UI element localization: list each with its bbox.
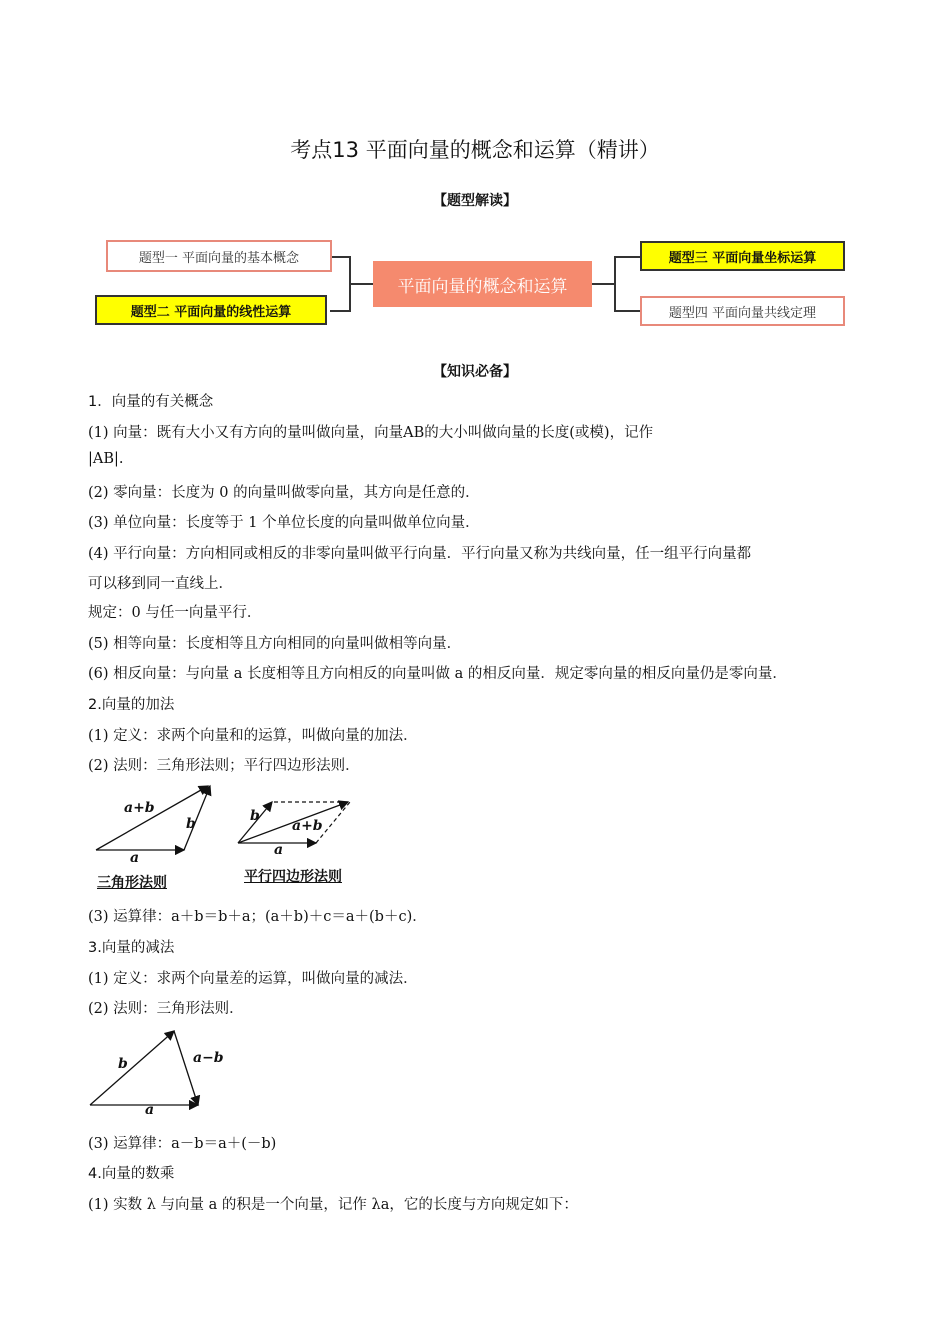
label-a-minus-b: a−b <box>193 1050 224 1066</box>
label-a: a <box>274 842 284 858</box>
label-b: b <box>250 808 260 824</box>
text-subtraction-def: (1) 定义：求两个向量差的运算，叫做向量的减法． <box>88 971 418 987</box>
mindmap-type-4: 题型四 平面向量共线定理 <box>640 296 845 326</box>
section-heading-knowledge: 【知识必备】 <box>433 364 517 380</box>
caption-parallelogram-rule: 平行四边形法则 <box>244 869 342 885</box>
text-equal-vector: (5) 相等向量：长度相等且方向相同的向量叫做相等向量． <box>88 636 462 652</box>
text-subtraction-laws: (3) 运算律：a－b＝a＋(－b) <box>88 1136 277 1152</box>
label-a: a <box>145 1102 155 1118</box>
label-b: b <box>186 816 196 832</box>
text-parallel-vector-cont: 可以移到同一直线上． <box>88 576 233 592</box>
subtraction-triangle-figure <box>84 1025 214 1110</box>
page-title: 考点13 平面向量的概念和运算（精讲） <box>290 138 660 162</box>
text-opposite-vector: (6) 相反向量：与向量 a 长度相等且方向相反的向量叫做 a 的相反向量．规定零向量的相反向量仍是零向量． <box>88 666 787 682</box>
mindmap-center: 平面向量的概念和运算 <box>373 261 592 307</box>
label-a-plus-b: a+b <box>292 818 323 834</box>
heading-vector-addition: 2.向量的加法 <box>88 697 175 713</box>
vector-b-arrow <box>90 1031 174 1105</box>
heading-vector-concepts: 1．向量的有关概念 <box>88 394 214 410</box>
triangle-rule-figure <box>88 780 228 865</box>
text-addition-laws: (3) 运算律：a＋b＝b＋a；(a＋b)＋c＝a＋(b＋c)． <box>88 909 427 925</box>
mindmap-type-3: 题型三 平面向量坐标运算 <box>640 241 845 271</box>
label-b: b <box>118 1056 128 1072</box>
heading-vector-subtraction: 3.向量的减法 <box>88 940 175 956</box>
text-addition-def: (1) 定义：求两个向量和的运算，叫做向量的加法． <box>88 728 418 744</box>
label-a-plus-b: a+b <box>124 800 155 816</box>
text-zero-vector: (2) 零向量：长度为 0 的向量叫做零向量，其方向是任意的． <box>88 485 480 501</box>
mindmap-type-1: 题型一 平面向量的基本概念 <box>106 240 332 272</box>
label-a: a <box>130 850 140 866</box>
vector-difference-arrow <box>174 1031 198 1105</box>
caption-triangle-rule: 三角形法则 <box>97 875 167 891</box>
heading-scalar-multiplication: 4.向量的数乘 <box>88 1166 175 1182</box>
text-vector-def: (1) 向量：既有大小又有方向的量叫做向量，向量AB的大小叫做向量的长度(或模)，记作 <box>88 425 654 441</box>
section-heading-question-types: 【题型解读】 <box>433 193 517 209</box>
text-vector-def-cont: |AB|. <box>88 451 124 467</box>
text-addition-rule: (2) 法则：三角形法则；平行四边形法则． <box>88 758 360 774</box>
text-zero-rule: 规定：0 与任一向量平行． <box>88 605 262 621</box>
mindmap-type-2: 题型二 平面向量的线性运算 <box>95 295 327 325</box>
text-scalar-def: (1) 实数 λ 与向量 a 的积是一个向量，记作 λa，它的长度与方向规定如下： <box>88 1197 578 1213</box>
text-parallel-vector: (4) 平行向量：方向相同或相反的非零向量叫做平行向量．平行向量又称为共线向量，任一组平行向量都 <box>88 546 752 562</box>
text-subtraction-rule: (2) 法则：三角形法则． <box>88 1001 244 1017</box>
text-unit-vector: (3) 单位向量：长度等于 1 个单位长度的向量叫做单位向量． <box>88 515 480 531</box>
